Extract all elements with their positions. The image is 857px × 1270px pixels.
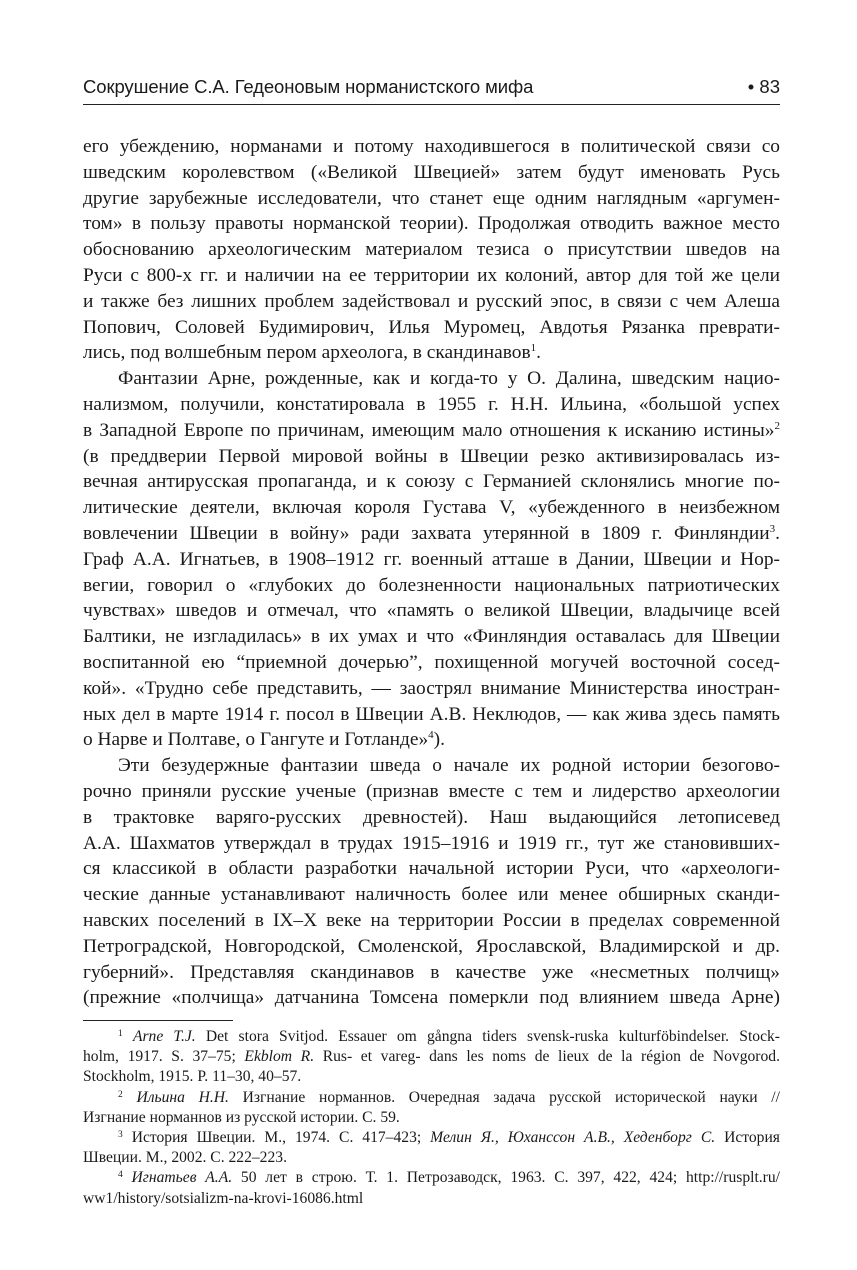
- text-line: другие зарубежные исследователи, что станет еще одним наглядным «аргумен-: [83, 187, 780, 209]
- text-line: губерний». Представляя скандинавов в качестве уже «несметных полчищ»: [83, 961, 780, 983]
- footnote-url-line[interactable]: ww1/history/sotsializm-na-krovi-16086.html: [83, 1189, 364, 1207]
- text-line: чувствах» шведов и отмечал, что «память о великой Швеции, владычице всей: [83, 600, 780, 622]
- footnote-3: $^3$ История Швеции. М., 1974. С. 417–423; Мелин Я., Юханссон А.В., Хеденборг С. История: [118, 1128, 780, 1146]
- page-number: • 83: [747, 76, 780, 97]
- text-line: в трактовке варяго-русских древностей). Наш выдающийся летописевед: [83, 806, 780, 828]
- text-line: лись, под волшебным пером археолога, в скандинавов$^1$.: [83, 342, 541, 364]
- text-line: обоснованию археологическим материалом тезиса о присутствии шведов на: [83, 239, 780, 261]
- text-line: Попович, Соловей Будимирович, Илья Муромец, Авдотья Рязанка преврати-: [83, 316, 780, 338]
- footnote-line: Stockholm, 1915. P. 11–30, 40–57.: [83, 1068, 302, 1086]
- text-line: том» в пользу правоты норманской теории). Продолжая отводить важное место: [83, 213, 780, 235]
- text-line: ся классикой в области разработки начальной истории Руси, что «археологи-: [83, 858, 780, 880]
- footnote-line: holm, 1917. S. 37–75; Ekblom R. Rus- et vareg- dans les noms de lieux de la région de Novgorod.: [83, 1048, 780, 1066]
- text-line: о Нарве и Полтаве, о Гангуте и Готланде»$^4$).: [83, 729, 445, 751]
- footnote-4: $^4$ Игнатьев А.А. 50 лет в строю. Т. 1. Петрозаводск, 1963. С. 397, 422, 424; http://rusplt.ru/: [118, 1169, 781, 1187]
- text-line: ных дел в марте 1914 г. посол в Швеции А.В. Неклюдов, — как жива здесь память: [83, 703, 780, 725]
- text-line: вегии, говорил о «глубоких до болезненности национальных патриотических: [83, 574, 780, 596]
- footnotes: [83, 1027, 780, 1209]
- main-text: [83, 134, 780, 1011]
- footnote-line: Швеции. М., 2002. С. 222–223.: [83, 1149, 287, 1167]
- running-header: [83, 70, 780, 105]
- text-line: рочно приняли русские ученые (признав вместе с тем и лидерство археологии: [83, 780, 780, 802]
- text-line: навских поселений в IX–X веке на территории России в пределах современной: [83, 909, 780, 931]
- text-line: нализмом, получили, констатировала в 1955 г. Н.Н. Ильина, «большой успех: [83, 393, 780, 415]
- text-line: в Западной Европе по причинам, имеющим мало отношения к исканию истины»$^2$: [83, 419, 780, 441]
- text-line: литические деятели, включая короля Густава V, «убежденного в неизбежном: [83, 497, 780, 519]
- text-line: Балтики, не изгладилась» в их умах и что «Финляндия оставалась для Швеции: [83, 626, 780, 648]
- text-line: вовлечении Швеции в войну» ради захвата утерянной в 1809 г. Финляндии$^3$.: [83, 522, 780, 544]
- text-line: А.А. Шахматов утверждал в трудах 1915–1916 и 1919 гг., тут же становивших-: [83, 832, 780, 854]
- footnote-ref[interactable]: 1: [530, 342, 537, 355]
- text-line: Граф А.А. Игнатьев, в 1908–1912 гг. военный атташе в Дании, Швеции и Нор-: [83, 548, 780, 570]
- text-line: его убеждению, норманами и потому находившегося в политической связи со: [83, 136, 780, 157]
- text-line: Руси с 800-х гг. и наличии на ее территории их колоний, автор для той же цели: [83, 264, 780, 286]
- footnote-ref[interactable]: 4: [428, 729, 434, 742]
- text-line: кой». «Трудно себе представить, — заострял внимание Министерства иностран-: [83, 677, 780, 699]
- text-line: (в преддверии Первой мировой войны в Швеции резко активизировалась из-: [83, 445, 780, 467]
- footnote-line: Изгнание норманнов из русской истории. С. 59.: [83, 1108, 400, 1126]
- text-line: шведским королевством («Великой Швецией» затем будут именовать Русь: [83, 161, 780, 183]
- text-line: ческие данные устанавливают наличность более или менее обширных сканди-: [83, 884, 780, 906]
- text-line: (прежние «полчища» датчанина Томсена померкли под влиянием шведа Арне): [83, 987, 780, 1009]
- footnote-separator: [83, 1020, 233, 1021]
- footnote-1: $^1$ Arne T.J. Det stora Svitjod. Essauer om gångna tiders svensk-ruska kulturfӧbindelser. Stock-: [118, 1028, 780, 1045]
- text-line: и также без лишних проблем задействовал и русский эпос, в связи с чем Алеша: [83, 290, 780, 312]
- text-line: вечная антирусская пропаганда, и к союзу с Германией склонялись многие по-: [83, 471, 780, 493]
- running-title: Сокрушение С.А. Гедеоновым норманистского мифа: [83, 76, 534, 97]
- text-line: Петроградской, Новгородской, Смоленской, Ярославской, Владимирской и др.: [83, 935, 780, 957]
- footnote-2: $^2$ Ильина Н.Н. Изгнание норманнов. Очередная задача русской исторической науки //: [118, 1088, 780, 1106]
- footnote-ref[interactable]: 2: [774, 419, 780, 432]
- text-line: Фантазии Арне, рожденные, как и когда-то у О. Далина, шведским нацио-: [118, 368, 780, 390]
- text-line: Эти безудержные фантазии шведа о начале их родной истории безогово-: [118, 755, 780, 777]
- text-line: воспитанной ею “приемной дочерью”, похищенной могучей восточной сосед-: [83, 651, 780, 673]
- footnote-ref[interactable]: 3: [769, 522, 776, 535]
